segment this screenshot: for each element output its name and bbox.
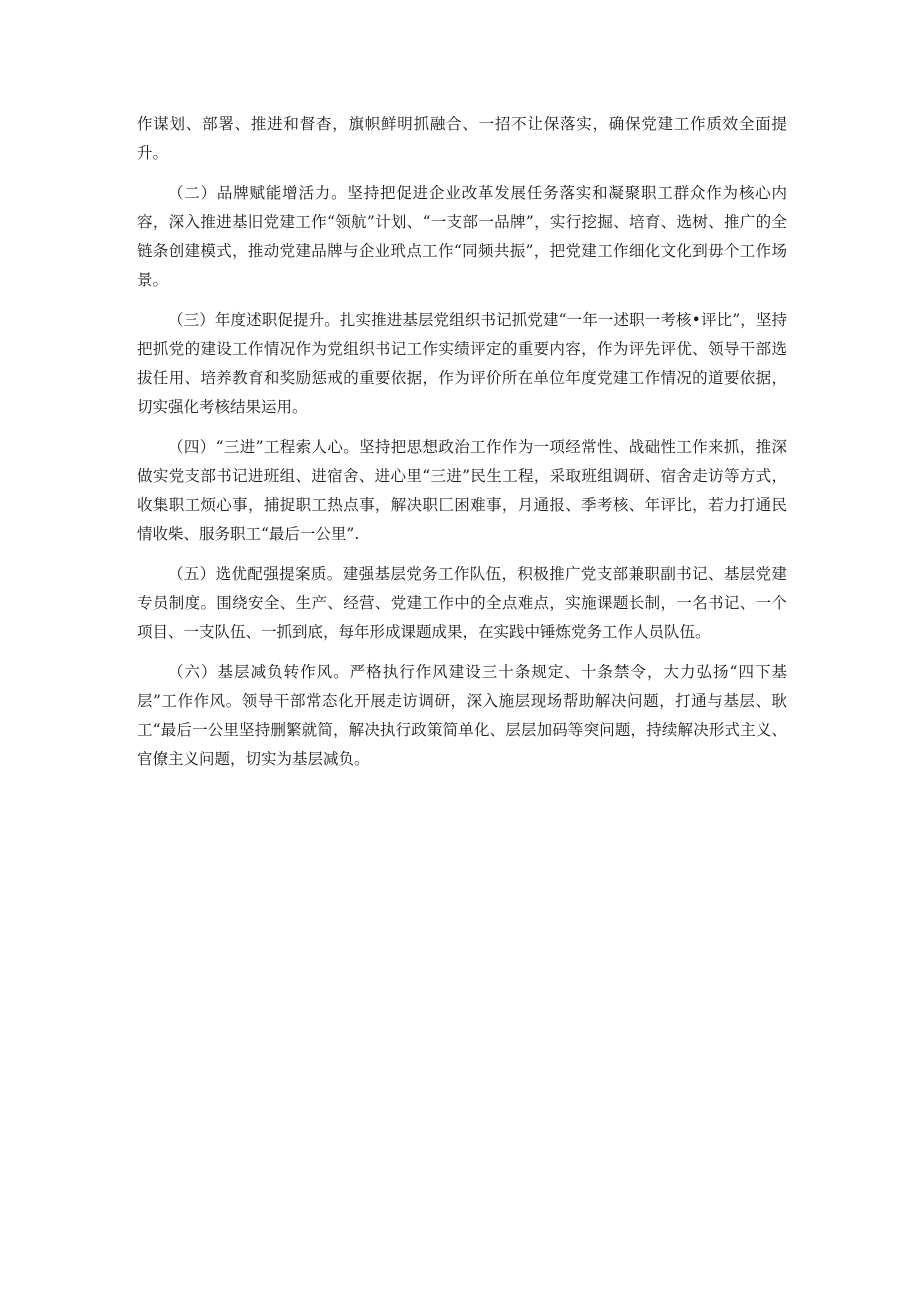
paragraph-select-excellent: （五）选优配强提案质。建强基层党务工作队伍，积极推广党支部兼职副书记、基层党建专员制度。围绕安全、生产、经营、党建工作中的全点难点，实施课题长制，一名书记、一个项目、一支队伍、一抓到底，每年形成课题成果，在实践中锤炼党务工作人员队伍。 bbox=[137, 565, 787, 641]
paragraph-continuation: 作谋划、部署、推进和督杳，旗帜鲜明抓融合、一招不让保落实，确保党建工作质效全面提升。 bbox=[137, 115, 787, 162]
document-body bbox=[137, 110, 787, 785]
paragraph-burden-reduction: （六）基层减负转作风。严格执行作风建设三十条规定、十条禁令，大力弘扬“四下基层”工作作风。领导干部常态化开展走访调研，深入施层现场帮助解决问题，打通与基层、耿工“最后一公里坚持删繁就简，解决执行政策简单化、层层加码等突问题，持续解决形式主义、官僚主义问题，切实为基层减负。 bbox=[137, 663, 787, 768]
paragraph-three-entries: （四）“三进”工程索人心。坚持把思想政治工作作为一项经常性、战础性工作来抓，推深做实党支部书记进班组、进宿舍、进心里“三进”民生工程，采取班组调研、宿舍走访等方式，收集职工烦心事，捕捉职工热点事，解决职匚困难事，月通报、季考核、年评比，若力打通民情收柴、服务职工“最后一公里”. bbox=[137, 438, 787, 543]
paragraph-annual-report: （三）年度述职促提升。扎实推进基层党组织书记抓党建“一年一述职一考核•评比”，坚持把抓党的建设工作情况作为党组织书记工作实绩评定的重要内容，作为评先评优、领导干部选拔任用、培养教育和奖励惩戒的重要依据，作为评价所在单位年度党建工作情况的道要依据，切实强化考核结果运用。 bbox=[137, 311, 787, 416]
paragraph-brand-empowerment: （二）品牌赋能增活力。坚持把促进企业改革发展任务落实和凝聚职工群众作为核心内容，深入推进基旧党建工作“领航”计划、“一支部一品牌”，实行挖掘、培育、选树、推广的全链条创建模式，推动党建品牌与企业玳点工作“同频共振”，把党建工作细化文化到毋个工作场景。 bbox=[137, 184, 787, 289]
